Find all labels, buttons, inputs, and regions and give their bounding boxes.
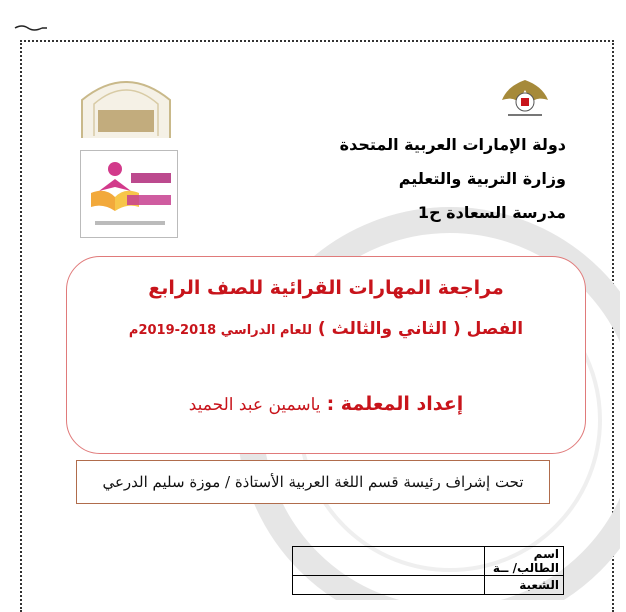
ministry-name: وزارة التربية والتعليم	[398, 169, 566, 188]
reading-initiative-logo	[80, 150, 178, 238]
student-name-label: اسم الطالب/ ــة	[485, 547, 564, 576]
section-field[interactable]	[293, 576, 485, 595]
prepared-by-label: إعداد المعلمة :	[326, 393, 464, 415]
term-line	[67, 319, 585, 339]
emirati-school-logo	[72, 70, 180, 140]
table-row	[293, 576, 564, 595]
student-info-table	[292, 546, 564, 595]
supervision-box: تحت إشراف رئيسة قسم اللغة العربية الأستاذة / موزة سليم الدرعي	[76, 460, 550, 504]
teacher-name: ياسمين عبد الحميد	[188, 395, 321, 415]
header-block	[266, 128, 566, 230]
prepared-by-line	[67, 393, 585, 415]
section-label: الشعبة	[485, 576, 564, 595]
corner-squiggle-icon	[14, 22, 48, 32]
title-box	[66, 256, 586, 454]
student-name-field[interactable]	[293, 547, 485, 576]
document-title: مراجعة المهارات القرائية للصف الرابع	[148, 277, 504, 299]
academic-year: للعام الدراسي 2018-2019م	[128, 323, 312, 338]
school-name: مدرسة السعادة ح1	[417, 203, 566, 222]
uae-emblem-logo	[494, 76, 556, 122]
table-row	[293, 547, 564, 576]
country-name: دولة الإمارات العربية المتحدة	[339, 135, 566, 154]
term-main: الفصل ( الثاني والثالث )	[317, 319, 524, 339]
